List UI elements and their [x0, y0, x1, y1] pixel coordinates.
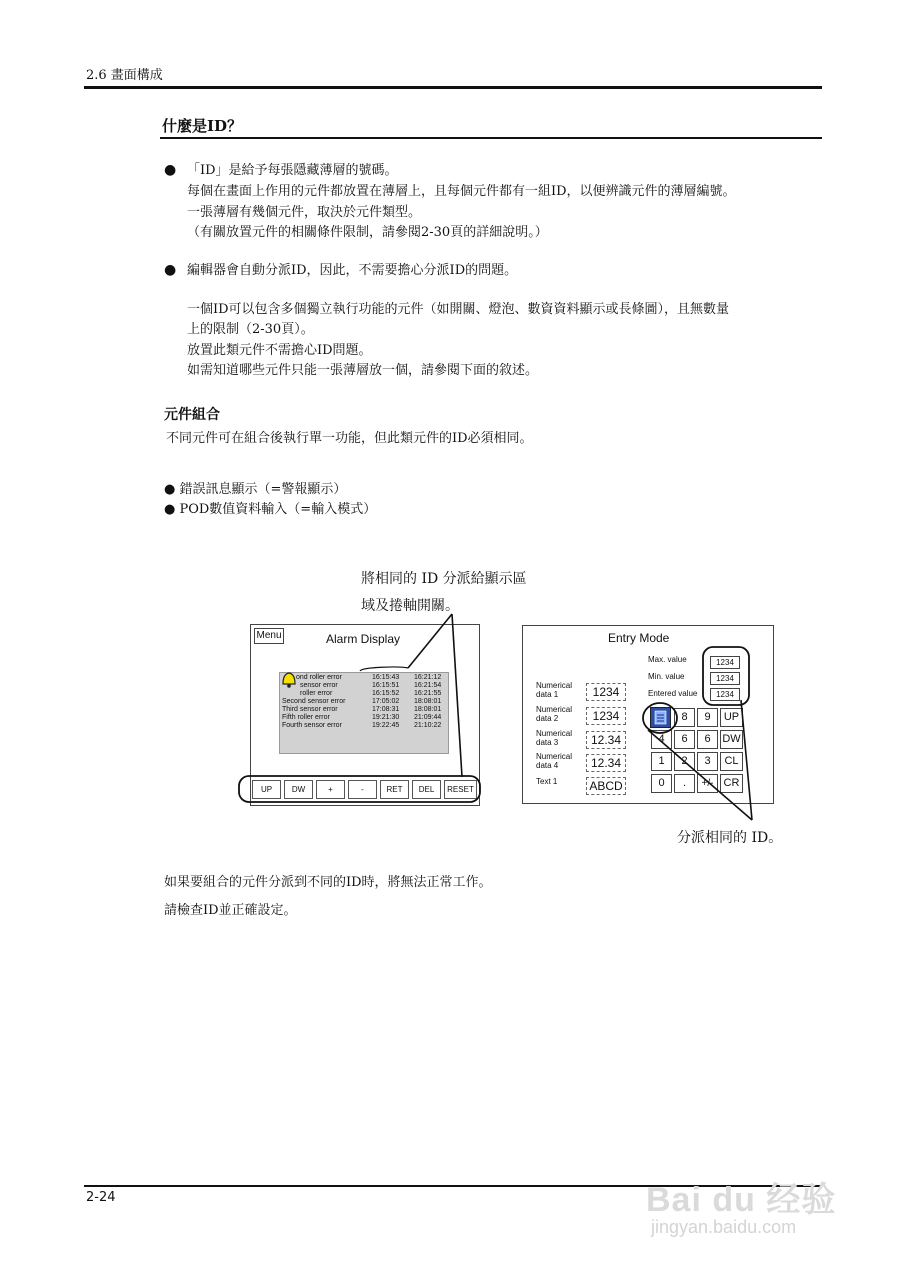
key-0[interactable]: 0	[651, 774, 672, 793]
max-value-label: Max. value	[648, 655, 687, 664]
bullet1-line3: 一張薄層有幾個元件，取決於元件類型。	[187, 205, 422, 220]
menu-button[interactable]: Menu	[254, 628, 284, 644]
bullet1-line4: （有關放置元件的相關條件限制，請參閱2-30頁的詳細說明。）	[187, 225, 548, 240]
bullet2-line5: 如需知道哪些元件只能一張薄層放一個，請參閱下面的敘述。	[187, 363, 539, 378]
field-label: Text 1	[536, 777, 558, 786]
numerical-data-3-field[interactable]: 12.34	[586, 731, 626, 749]
bullet-mark: ●	[164, 162, 177, 178]
key-dot[interactable]: .	[674, 774, 695, 793]
field-label: Numerical data 1	[536, 681, 573, 699]
field-label: Numerical data 3	[536, 729, 573, 747]
minus-button[interactable]: -	[348, 780, 377, 799]
bullet2-line1: 編輯器會自動分派ID，因此，不需要擔心分派ID的問題。	[187, 263, 518, 278]
key-cl[interactable]: CL	[720, 752, 743, 771]
alarm-row: ond roller error 16:15:43 16:21:12	[296, 674, 442, 681]
keypad-icon[interactable]	[650, 707, 671, 728]
min-value-display: 1234	[710, 672, 740, 685]
text-1-field[interactable]: ABCD	[586, 777, 626, 795]
closing-line1: 如果要組合的元件分派到不同的ID時，將無法正常工作。	[164, 875, 492, 890]
callout-top-line1: 將相同的 ID 分派給顯示區	[361, 571, 527, 587]
alarm-row: Second sensor error 17:05:02 18:08:01	[282, 698, 442, 705]
combo-desc: 不同元件可在組合後執行單一功能，但此類元件的ID必須相同。	[166, 431, 533, 446]
bullet1-line1: 「ID」是給予每張隱藏薄層的號碼。	[187, 163, 398, 178]
closing-line2: 請檢查ID並正確設定。	[164, 903, 297, 918]
bullet2-line4: 放置此類元件不需擔心ID問題。	[187, 343, 372, 358]
up-button[interactable]: UP	[252, 780, 281, 799]
key-2[interactable]: 2	[674, 752, 695, 771]
bullet2-line2: 一個ID可以包含多個獨立執行功能的元件（如開關、燈泡、數資資料顯示或長條圖），且無數量	[187, 302, 730, 317]
alarm-title: Alarm Display	[326, 632, 401, 646]
alarm-row: Fourth sensor error 19:22:45 21:10:22	[282, 722, 442, 729]
page-number: 2-24	[86, 1190, 116, 1205]
numerical-data-2-field[interactable]: 1234	[586, 707, 626, 725]
watermark-url: jingyan.baidu.com	[651, 1217, 797, 1237]
field-label: Numerical data 4	[536, 752, 573, 770]
alarm-row: Third sensor error 17:08:31 18:08:01	[282, 706, 442, 713]
ret-button[interactable]: RET	[380, 780, 409, 799]
key-1[interactable]: 1	[651, 752, 672, 771]
reset-button[interactable]: RESET	[444, 780, 477, 799]
numerical-data-1-field[interactable]: 1234	[586, 683, 626, 701]
section-header: 2.6 畫面構成	[86, 68, 163, 83]
entered-value-display: 1234	[710, 688, 740, 701]
key-plus-minus[interactable]: +/-	[697, 774, 718, 793]
del-button[interactable]: DEL	[412, 780, 441, 799]
alarm-row: roller error 16:15:52 16:21:55	[300, 690, 442, 697]
plus-button[interactable]: +	[316, 780, 345, 799]
page-title: 什麼是ID？	[162, 117, 243, 135]
max-value-display: 1234	[710, 656, 740, 669]
callout-bottom: 分派相同的 ID。	[677, 830, 783, 846]
entry-title: Entry Mode	[608, 631, 670, 645]
key-dw[interactable]: DW	[720, 730, 743, 749]
key-6a[interactable]: 6	[674, 730, 695, 749]
callout-top-line2: 域及捲軸開關。	[361, 598, 459, 614]
combo-heading: 元件組合	[164, 407, 220, 423]
key-8[interactable]: 8	[674, 708, 695, 727]
key-cr[interactable]: CR	[720, 774, 743, 793]
bullet1-line2: 每個在畫面上作用的元件都放置在薄層上，且每個元件都有一組ID，以便辨識元件的薄層編號。	[187, 184, 736, 199]
entered-value-label: Entered value	[648, 689, 698, 698]
key-4[interactable]: 4	[651, 730, 672, 749]
field-label: Numerical data 2	[536, 705, 573, 723]
combo-item-alarm: ● 錯誤訊息顯示（=警報顯示）	[164, 482, 347, 497]
key-up[interactable]: UP	[720, 708, 743, 727]
key-9[interactable]: 9	[697, 708, 718, 727]
key-6b[interactable]: 6	[697, 730, 718, 749]
dw-button[interactable]: DW	[284, 780, 313, 799]
numerical-data-4-field[interactable]: 12.34	[586, 754, 626, 772]
min-value-label: Min. value	[648, 672, 685, 681]
header-rule	[84, 86, 822, 89]
bullet2-line3: 上的限制（2-30頁）。	[187, 322, 314, 337]
bullet-mark: ●	[164, 262, 177, 278]
title-rule	[160, 137, 822, 139]
alarm-row: sensor error 16:15:51 16:21:54	[300, 682, 442, 689]
combo-item-entry: ● POD數值資料輸入（=輸入模式）	[164, 502, 377, 517]
alarm-row: Fifth roller error 19:21:30 21:09:44	[282, 714, 442, 721]
key-3[interactable]: 3	[697, 752, 718, 771]
watermark-logo: Bai du 经验	[646, 1181, 837, 1219]
